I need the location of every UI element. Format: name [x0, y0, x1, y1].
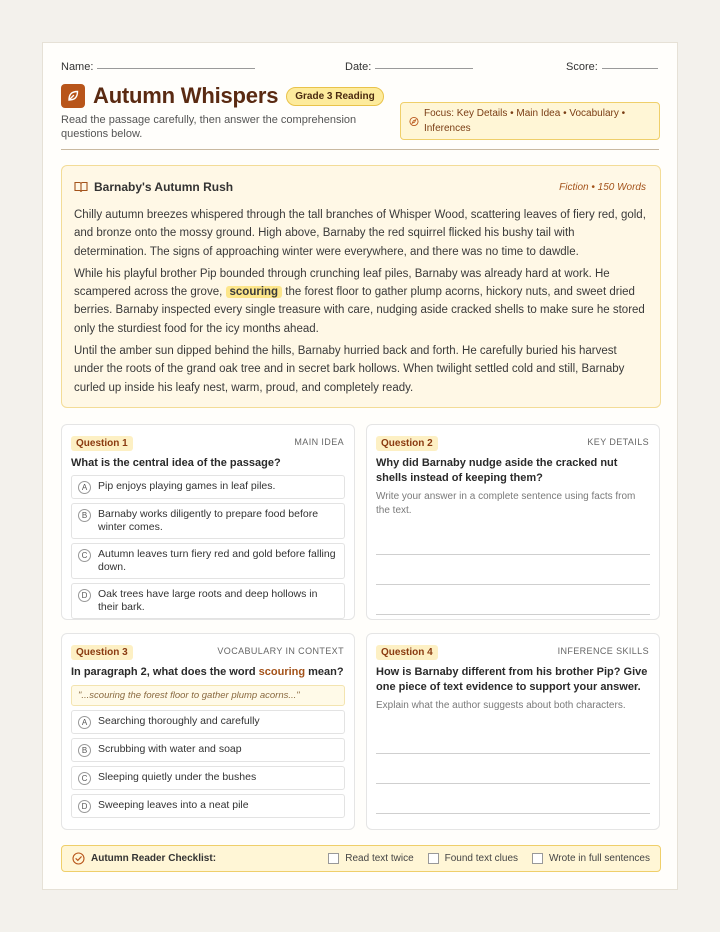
question-2-tag: Question 2	[376, 436, 438, 451]
check-circle-icon	[72, 852, 85, 865]
option-text: Sleeping quietly under the bushes	[98, 771, 257, 783]
q3-option-d[interactable]	[71, 794, 345, 818]
question-3-vocab-word: scouring	[258, 666, 306, 678]
option-radio[interactable]: D	[78, 589, 91, 602]
question-2-card	[366, 424, 660, 620]
q1-option-a[interactable]	[71, 475, 345, 499]
question-1-text: What is the central idea of the passage?	[71, 457, 281, 469]
paragraph-1: Chilly autumn breezes whispered through the tall branches of Whisper Wood, scattering leaves of fiery red, gold, and bronze onto the mossy ground. High above, Barnaby the red squirrel flicked his bushy tail with determination. The signs of approaching winter were everywhere, and there was no time to dawdle.	[74, 209, 646, 258]
checkbox[interactable]	[532, 853, 543, 864]
passage-meta: Fiction • 150 Words	[559, 182, 646, 193]
question-4-hint: Explain what the author suggests about both characters.	[376, 700, 626, 711]
option-radio[interactable]: A	[78, 716, 91, 729]
passage-title: Barnaby's Autumn Rush	[94, 180, 234, 194]
option-radio[interactable]: A	[78, 481, 91, 494]
vocab-highlight: scouring	[226, 286, 283, 298]
leaf-icon	[61, 84, 85, 108]
paragraph-2	[74, 265, 648, 338]
answer-line[interactable]	[376, 554, 650, 555]
question-2-type: KEY DETAILS	[587, 437, 649, 447]
checklist-items	[314, 853, 650, 864]
score-label: Score:	[566, 61, 598, 73]
checklist-item-full-sentences[interactable]	[532, 853, 650, 864]
answer-line[interactable]	[376, 783, 650, 784]
compass-icon	[409, 116, 419, 127]
question-2-hint: Write your answer in a complete sentence using facts from the text.	[376, 491, 636, 516]
answer-line[interactable]	[376, 584, 650, 585]
instructions: Read the passage carefully, then answer the comprehension questions below.	[61, 114, 357, 140]
q1-option-c[interactable]	[71, 543, 345, 579]
question-4-tag: Question 4	[376, 645, 438, 660]
date-label: Date:	[345, 61, 372, 73]
grade-badge: Grade 3 Reading	[286, 87, 383, 106]
title-row	[61, 83, 384, 109]
page-title: Autumn Whispers	[93, 83, 279, 108]
checklist-item-read-twice[interactable]	[328, 853, 413, 864]
answer-line[interactable]	[376, 614, 650, 615]
option-radio[interactable]: B	[78, 509, 91, 522]
option-radio[interactable]: C	[78, 772, 91, 785]
checklist-label: Autumn Reader Checklist:	[91, 853, 217, 864]
date-field[interactable]	[345, 61, 473, 73]
question-3-text	[71, 665, 345, 680]
answer-line[interactable]	[376, 753, 650, 754]
option-radio[interactable]: C	[78, 549, 91, 562]
date-line	[375, 68, 473, 69]
paragraph-2-start: While his playful brother Pip bounded through crunching leaf piles, Barnaby was already hard at work. He scampered across the grove,	[74, 267, 610, 299]
score-line	[602, 68, 658, 69]
q3-option-c[interactable]	[71, 766, 345, 790]
question-3-text-end: mean?	[305, 666, 344, 678]
book-icon	[74, 181, 88, 193]
question-1-tag: Question 1	[71, 436, 133, 451]
option-text: Autumn leaves turn fiery red and gold before falling down.	[98, 548, 336, 573]
score-field[interactable]	[566, 61, 658, 73]
option-text: Pip enjoys playing games in leaf piles.	[98, 480, 276, 492]
reading-passage	[61, 165, 661, 408]
question-4-text: How is Barnaby different from his brother Pip? Give one piece of text evidence to support your answer.	[376, 666, 648, 693]
question-2-text: Why did Barnaby nudge aside the cracked nut shells instead of keeping them?	[376, 457, 618, 484]
question-1-type: MAIN IDEA	[294, 437, 344, 447]
q1-option-b[interactable]	[71, 503, 345, 539]
option-text: Scrubbing with water and soap	[98, 743, 242, 755]
question-4-card	[366, 633, 660, 830]
paragraph-2-end: the forest floor to gather plump acorns, hickory nuts, and sweet dried berries. Barnaby inspected every single treasure with care, nudging aside cracked shells to make sure he stored only the sturdiest food for the icy months ahead.	[74, 286, 645, 335]
checklist-item-label: Found text clues	[444, 853, 519, 864]
student-info-row	[61, 61, 659, 77]
option-text: Searching thoroughly and carefully	[98, 715, 260, 727]
focus-text: Focus: Key Details • Main Idea • Vocabulary • Inferences	[423, 108, 626, 134]
focus-box	[400, 102, 660, 140]
name-field[interactable]	[61, 61, 255, 73]
checkbox[interactable]	[428, 853, 439, 864]
question-3-tag: Question 3	[71, 645, 133, 660]
option-radio[interactable]: B	[78, 744, 91, 757]
name-line	[97, 68, 255, 69]
checklist-item-text-clues[interactable]	[428, 853, 518, 864]
checkbox[interactable]	[328, 853, 339, 864]
checklist-item-label: Wrote in full sentences	[549, 853, 650, 864]
q3-option-a[interactable]	[71, 710, 345, 734]
reader-checklist	[61, 845, 661, 872]
header-divider	[61, 149, 659, 150]
option-radio[interactable]: D	[78, 800, 91, 813]
question-3-type: VOCABULARY IN CONTEXT	[217, 646, 344, 656]
worksheet	[42, 42, 678, 890]
question-3-quote: "...scouring the forest floor to gather plump acorns..."	[71, 685, 345, 706]
question-3-card	[61, 633, 355, 830]
question-4-type: INFERENCE SKILLS	[557, 646, 649, 656]
question-1-card	[61, 424, 355, 620]
question-3-text-start: In paragraph 2, what does the word	[71, 666, 259, 678]
q1-option-d[interactable]	[71, 583, 345, 619]
checklist-item-label: Read text twice	[345, 853, 414, 864]
name-label: Name:	[61, 61, 94, 73]
option-text: Barnaby works diligently to prepare food before winter comes.	[98, 508, 319, 533]
paragraph-3: Until the amber sun dipped behind the hills, Barnaby hurried back and forth. He carefully buried his harvest under the roots of the grand oak tree and in secret bark hollows. When twilight settled cold and still, Barnaby curled up inside his leafy nest, warm, proud, and completely ready.	[74, 345, 625, 394]
q3-option-b[interactable]	[71, 738, 345, 762]
option-text: Oak trees have large roots and deep hollows in their bark.	[98, 588, 318, 613]
option-text: Sweeping leaves into a neat pile	[98, 799, 249, 811]
answer-line[interactable]	[376, 813, 650, 814]
